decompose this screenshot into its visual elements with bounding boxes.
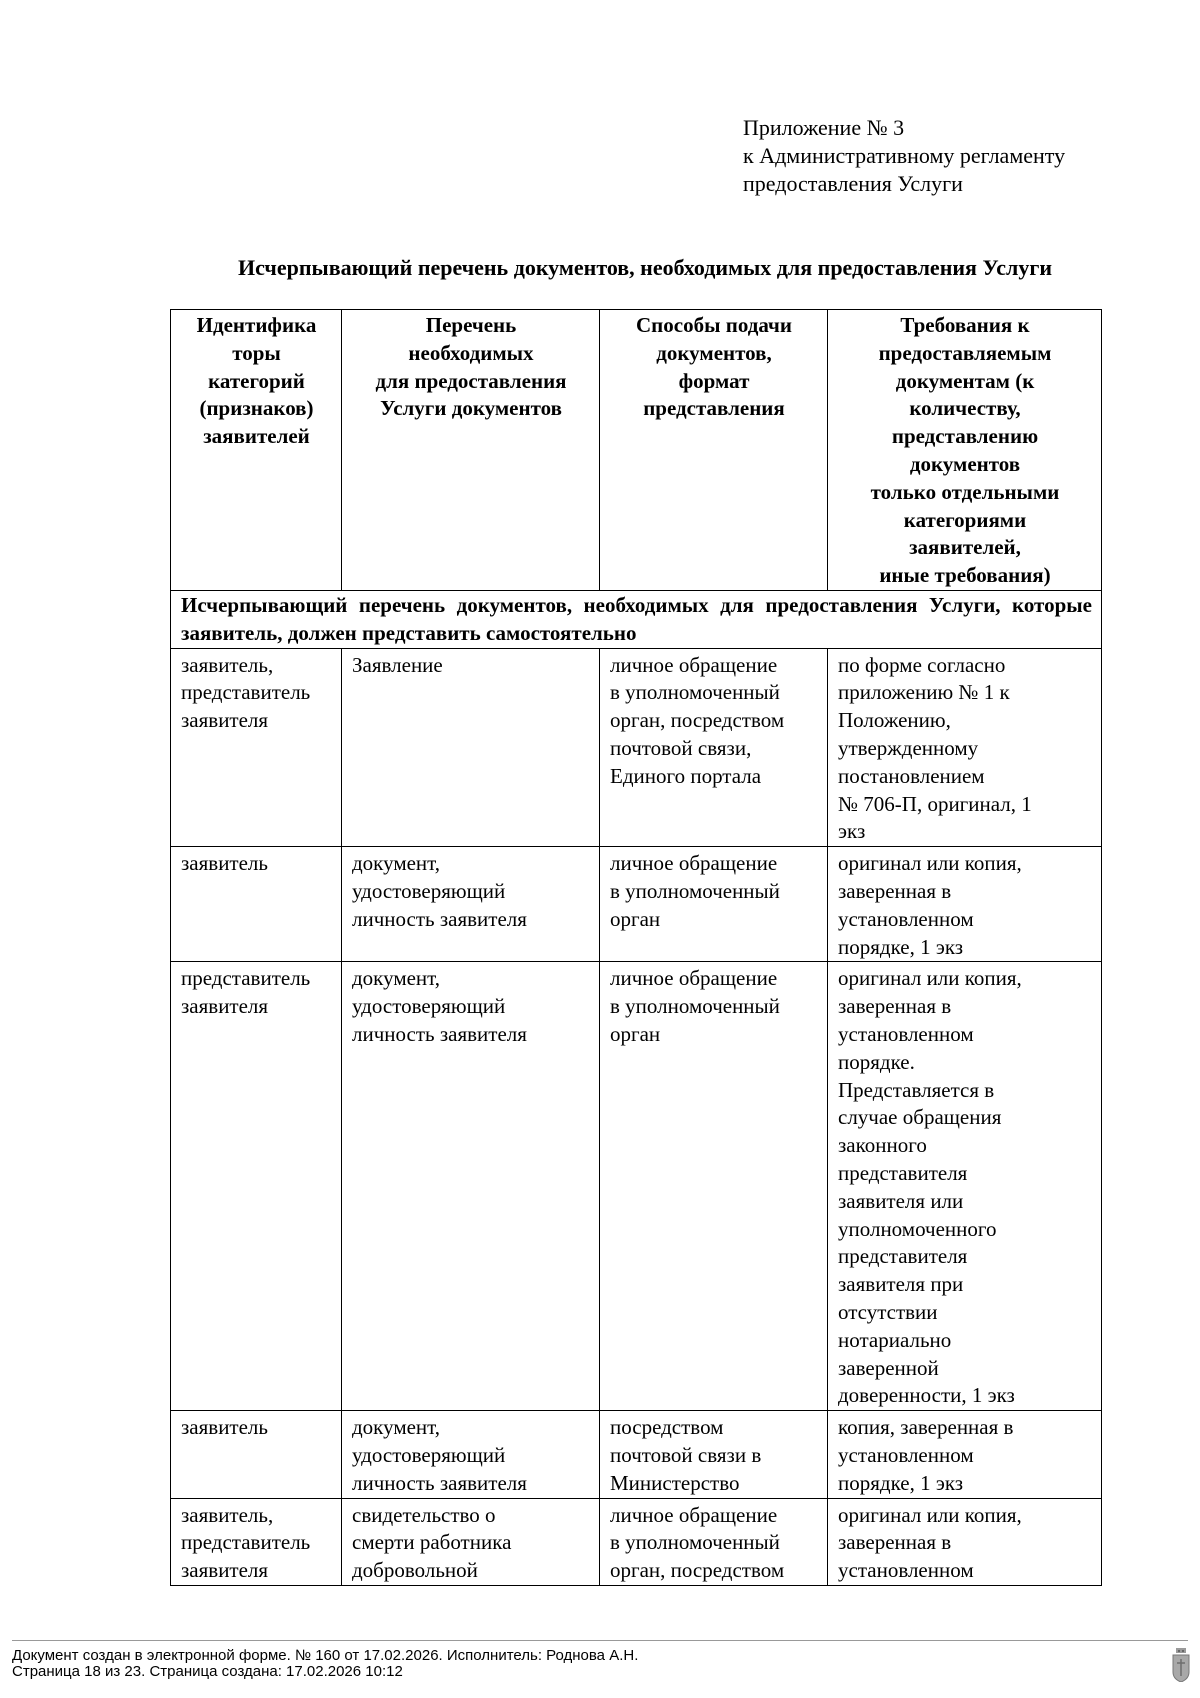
documents-table xyxy=(170,309,1102,1586)
document-title: Исчерпывающий перечень документов, необходимых для предоставления Услуги xyxy=(238,255,1052,280)
annex-line: к Административному регламенту xyxy=(743,143,1066,168)
table-row xyxy=(171,1411,1102,1498)
section-heading: Исчерпывающий перечень документов, необходимых для предоставления Услуги, которые заявитель, должен представить самостоятельно xyxy=(171,591,1102,649)
table-cell: заявитель xyxy=(171,1411,342,1498)
table-row xyxy=(171,847,1102,962)
table-header-row xyxy=(171,310,1102,591)
footer xyxy=(12,1648,638,1680)
table-cell: документ, удостоверяющий личность заявителя xyxy=(342,847,600,962)
annex-reference xyxy=(743,114,1065,198)
table-cell: копия, заверенная в установленном порядке, 1 экз xyxy=(828,1411,1102,1498)
table-cell: оригинал или копия, заверенная в установленном порядке. Представляется в случае обращения законного представителя заявителя или уполномоченного представителя заявителя при отсутствии нотариально заверенной доверенности, 1 экз xyxy=(828,962,1102,1411)
table-cell: посредством почтовой связи в Министерство xyxy=(600,1411,828,1498)
coat-of-arms-icon xyxy=(1172,1648,1190,1682)
table-cell: личное обращение в уполномоченный орган xyxy=(600,962,828,1411)
table-row xyxy=(171,1498,1102,1585)
annex-line: Приложение № 3 xyxy=(743,115,905,140)
table-cell: личное обращение в уполномоченный орган xyxy=(600,847,828,962)
table-cell: документ, удостоверяющий личность заявителя xyxy=(342,1411,600,1498)
table-cell: оригинал или копия, заверенная в установленном порядке, 1 экз xyxy=(828,847,1102,962)
table-cell: свидетельство о смерти работника добровольной xyxy=(342,1498,600,1585)
header-cell-submission-methods: Способы подачи документов, формат представления xyxy=(600,310,828,591)
table-row xyxy=(171,962,1102,1411)
header-cell-documents-list: Перечень необходимых для предоставления Услуги документов xyxy=(342,310,600,591)
table-cell: личное обращение в уполномоченный орган, посредством xyxy=(600,1498,828,1585)
footer-document-info: Документ создан в электронной форме. № 160 от 17.02.2026. Исполнитель: Роднова А.Н. xyxy=(12,1647,639,1664)
section-row xyxy=(171,591,1102,649)
footer-divider xyxy=(12,1640,1188,1641)
header-cell-applicant-category: Идентифика торы категорий (признаков) заявителей xyxy=(171,310,342,591)
table-cell: заявитель xyxy=(171,847,342,962)
table-cell: заявитель, представитель заявителя xyxy=(171,648,342,847)
header-cell-requirements: Требования к предоставляемым документам (к количеству, представлению документов только отдельными категориями заявителей, иные требования) xyxy=(828,310,1102,591)
table-cell: Заявление xyxy=(342,648,600,847)
table-cell: заявитель, представитель заявителя xyxy=(171,1498,342,1585)
annex-line: предоставления Услуги xyxy=(743,171,963,196)
table-row xyxy=(171,648,1102,847)
table-cell: оригинал или копия, заверенная в установленном xyxy=(828,1498,1102,1585)
table-cell: личное обращение в уполномоченный орган, посредством почтовой связи, Единого портала xyxy=(600,648,828,847)
footer-page-info: Страница 18 из 23. Страница создана: 17.02.2026 10:12 xyxy=(12,1663,403,1680)
table-cell: документ, удостоверяющий личность заявителя xyxy=(342,962,600,1411)
table-cell: по форме согласно приложению № 1 к Положению, утвержденному постановлением № 706-П, оригинал, 1 экз xyxy=(828,648,1102,847)
table-cell: представитель заявителя xyxy=(171,962,342,1411)
